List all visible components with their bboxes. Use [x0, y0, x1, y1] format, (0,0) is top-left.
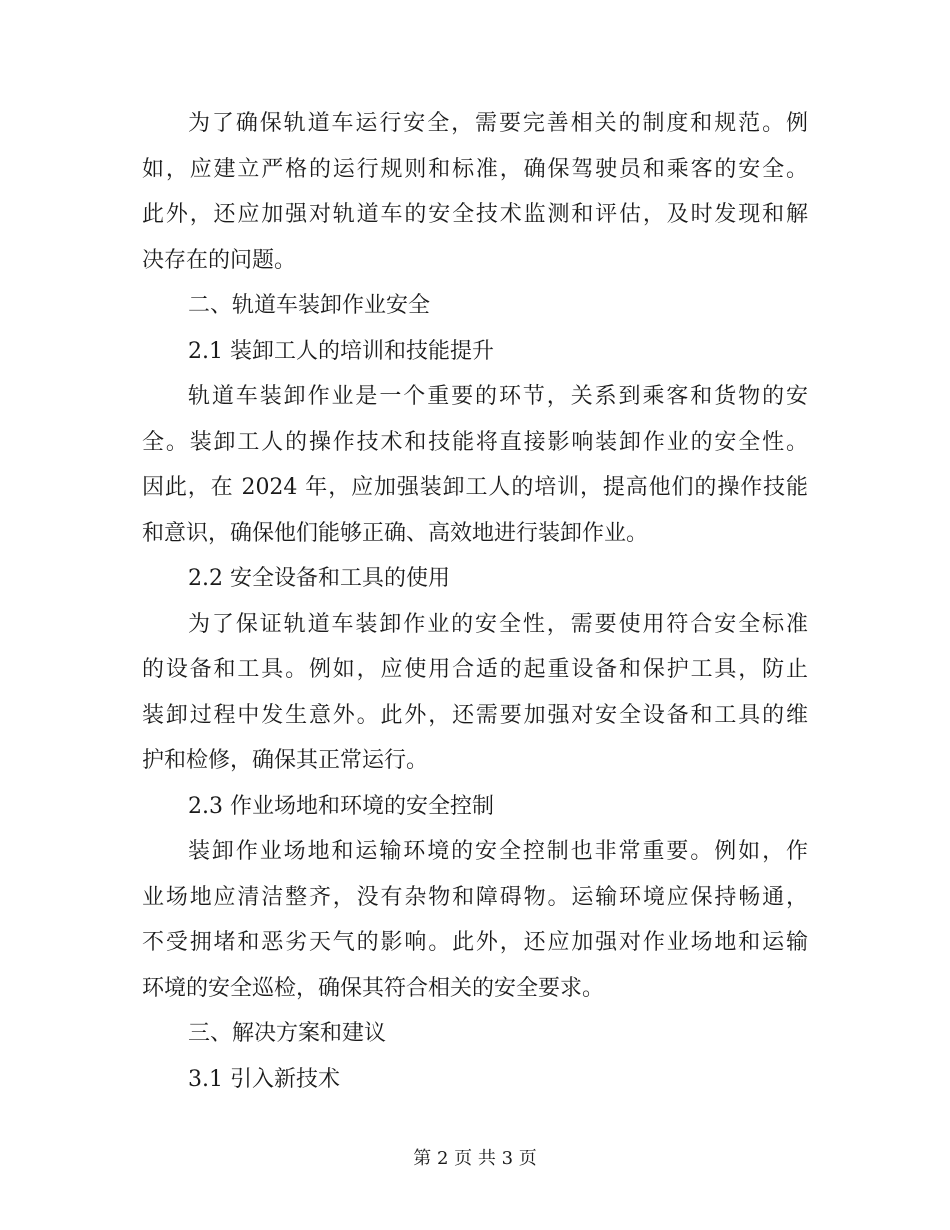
page-number-footer: 第 2 页 共 3 页 [413, 1148, 537, 1169]
paragraph-line: 装卸过程中发生意外。此外，还需要加强对安全设备和工具的维 [142, 702, 808, 728]
paragraph-line: 环境的安全巡检，确保其符合相关的安全要求。 [142, 975, 605, 1001]
paragraph-line: 装卸作业场地和运输环境的安全控制也非常重要。例如，作 [188, 839, 808, 864]
paragraph-line: 护和检修，确保其正常运行。 [142, 748, 429, 773]
paragraph-line: 如，应建立严格的运行规则和标准，确保驾驶员和乘客的安全。 [142, 156, 808, 182]
paragraph-line: 因此，在 2024 年，应加强装卸工人的培训，提高他们的操作技能 [142, 475, 808, 500]
document-body [142, 101, 808, 1102]
paragraph-line: 的设备和工具。例如，应使用合适的起重设备和保护工具，防止 [142, 657, 808, 682]
subsection-heading: 2.3 作业场地和环境的安全控制 [188, 793, 494, 819]
subsection-heading: 3.1 引入新技术 [188, 1066, 340, 1092]
paragraph-line: 轨道车装卸作业是一个重要的环节，关系到乘客和货物的安 [188, 384, 808, 409]
subsection-heading: 2.1 装卸工人的培训和技能提升 [188, 338, 494, 364]
paragraph-line: 决存在的问题。 [142, 247, 297, 273]
paragraph-line: 业场地应清洁整齐，没有杂物和障碍物。运输环境应保持畅通， [142, 884, 808, 910]
paragraph-line: 为了保证轨道车装卸作业的安全性，需要使用符合安全标准 [188, 611, 808, 637]
paragraph-line: 为了确保轨道车运行安全，需要完善相关的制度和规范。例 [188, 111, 808, 136]
paragraph-line: 全。装卸工人的操作技术和技能将直接影响装卸作业的安全性。 [142, 429, 808, 455]
paragraph-line: 和意识，确保他们能够正确、高效地进行装卸作业。 [142, 520, 649, 546]
paragraph-line: 此外，还应加强对轨道车的安全技术监测和评估，及时发现和解 [142, 202, 808, 227]
section-heading: 三、解决方案和建议 [188, 1021, 387, 1046]
subsection-heading: 2.2 安全设备和工具的使用 [188, 566, 450, 591]
section-heading: 二、轨道车装卸作业安全 [188, 293, 431, 318]
paragraph-line: 不受拥堵和恶劣天气的影响。此外，还应加强对作业场地和运输 [142, 930, 808, 955]
